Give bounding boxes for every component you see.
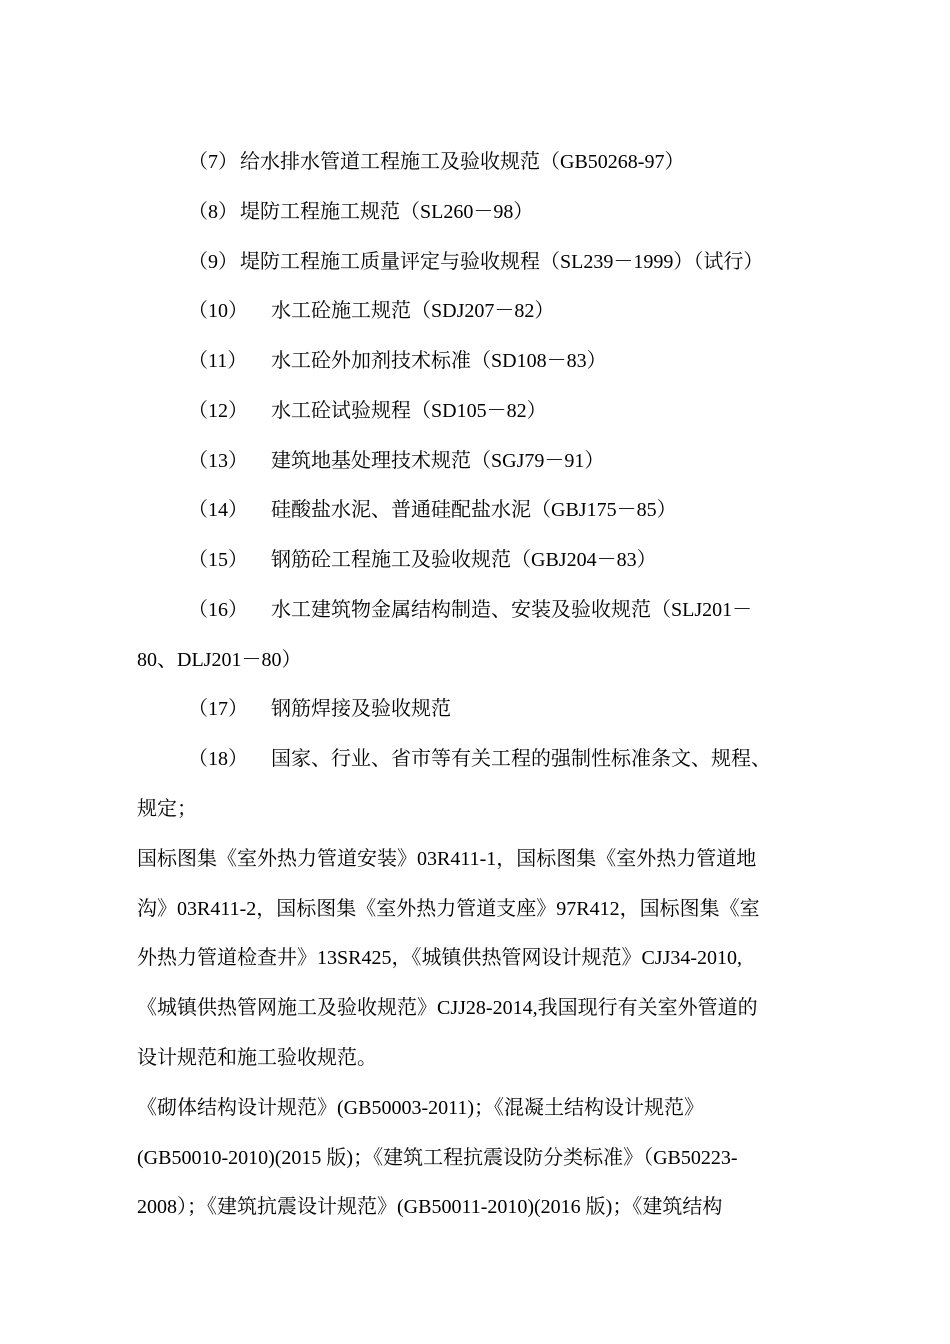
item-number: （8） — [188, 201, 238, 223]
item-number: （16） — [188, 599, 248, 621]
item-number: （10） — [188, 300, 248, 322]
item-text: 水工砼试验规程（SD105－82） — [271, 400, 547, 422]
item-number: （14） — [188, 499, 248, 521]
item-text: 给水排水管道工程施工及验收规范（GB50268-97） — [240, 151, 685, 173]
item-text: 水工建筑物金属结构制造、安装及验收规范（SLJ201－ — [271, 599, 753, 621]
item-number: （17） — [188, 698, 248, 720]
item-number: （13） — [188, 450, 248, 472]
item-text: 建筑地基处理技术规范（SGJ79－91） — [271, 450, 605, 472]
item-number: （9） — [188, 251, 238, 273]
item-text-continuation: 规定； — [137, 798, 197, 820]
item-number: （18） — [188, 748, 248, 770]
item-number: （12） — [188, 400, 248, 422]
item-text-continuation: 80、DLJ201－80） — [137, 649, 302, 671]
item-text: 水工砼外加剂技术标准（SD108－83） — [271, 350, 607, 372]
item-text: 钢筋砼工程施工及验收规范（GBJ204－83） — [271, 549, 657, 571]
item-number: （11） — [188, 350, 248, 372]
item-number: （7） — [188, 151, 238, 173]
item-number: （15） — [188, 549, 248, 571]
item-text: 硅酸盐水泥、普通硅配盐水泥（GBJ175－85） — [271, 499, 677, 521]
document-page: （7） 给水排水管道工程施工及验收规范（GB50268-97） （8） 堤防工程施工规范（SL260－98） （9） 堤防工程施工质量评定与验收规程（SL239－1999）（试行） （10） 水工砼施工规范（SDJ207－82） （11） 水工砼外加剂技术标准（SD108－83） （12） 水工砼试验规程（SD105－82） （13） 建筑地基处理技术规范（SGJ79－91） （14） 硅酸盐水泥、普通硅配盐水泥（GBJ175－85） （15） 钢筋砼工程施工及验收规范（GBJ204－83） （16） 水工建筑物金属结构制造、安装及验收规范（SLJ201－ 80、DLJ201－80） （17） 钢筋焊接及验收规范 （18） 国家、行业、省市等有关工程的强制性标准条文、规程、 规定； 国标图集《室外热力管道安装》03R411-1，国标图集《室外热力管道地 沟》03R411-2，国标图集《室外热力管道支座》97R412，国标图集《室 外热力管道检查井》13SR425，《城镇供热管网设计规范》CJJ34-2010, 《城镇供热管网施工及验收规范》CJJ28-2014,我国现行有关室外管道的 设计规范和施工验收规范。 《砌体结构设计规范》(GB50003-2011)；《混凝土结构设计规范》 (GB50010-2010)(2015 版)；《建筑工程抗震设防分类标准》（GB50223- 2008）；《建筑抗震设计规范》(GB50011-2010)(2016 版)；《建筑结构 — [0, 0, 950, 1344]
item-text: 堤防工程施工规范（SL260－98） — [240, 201, 534, 223]
item-text: 水工砼施工规范（SDJ207－82） — [271, 300, 555, 322]
item-text: 国家、行业、省市等有关工程的强制性标准条文、规程、 — [271, 748, 771, 770]
item-text: 堤防工程施工质量评定与验收规程（SL239－1999）（试行） — [240, 251, 764, 273]
item-text: 钢筋焊接及验收规范 — [271, 698, 451, 720]
